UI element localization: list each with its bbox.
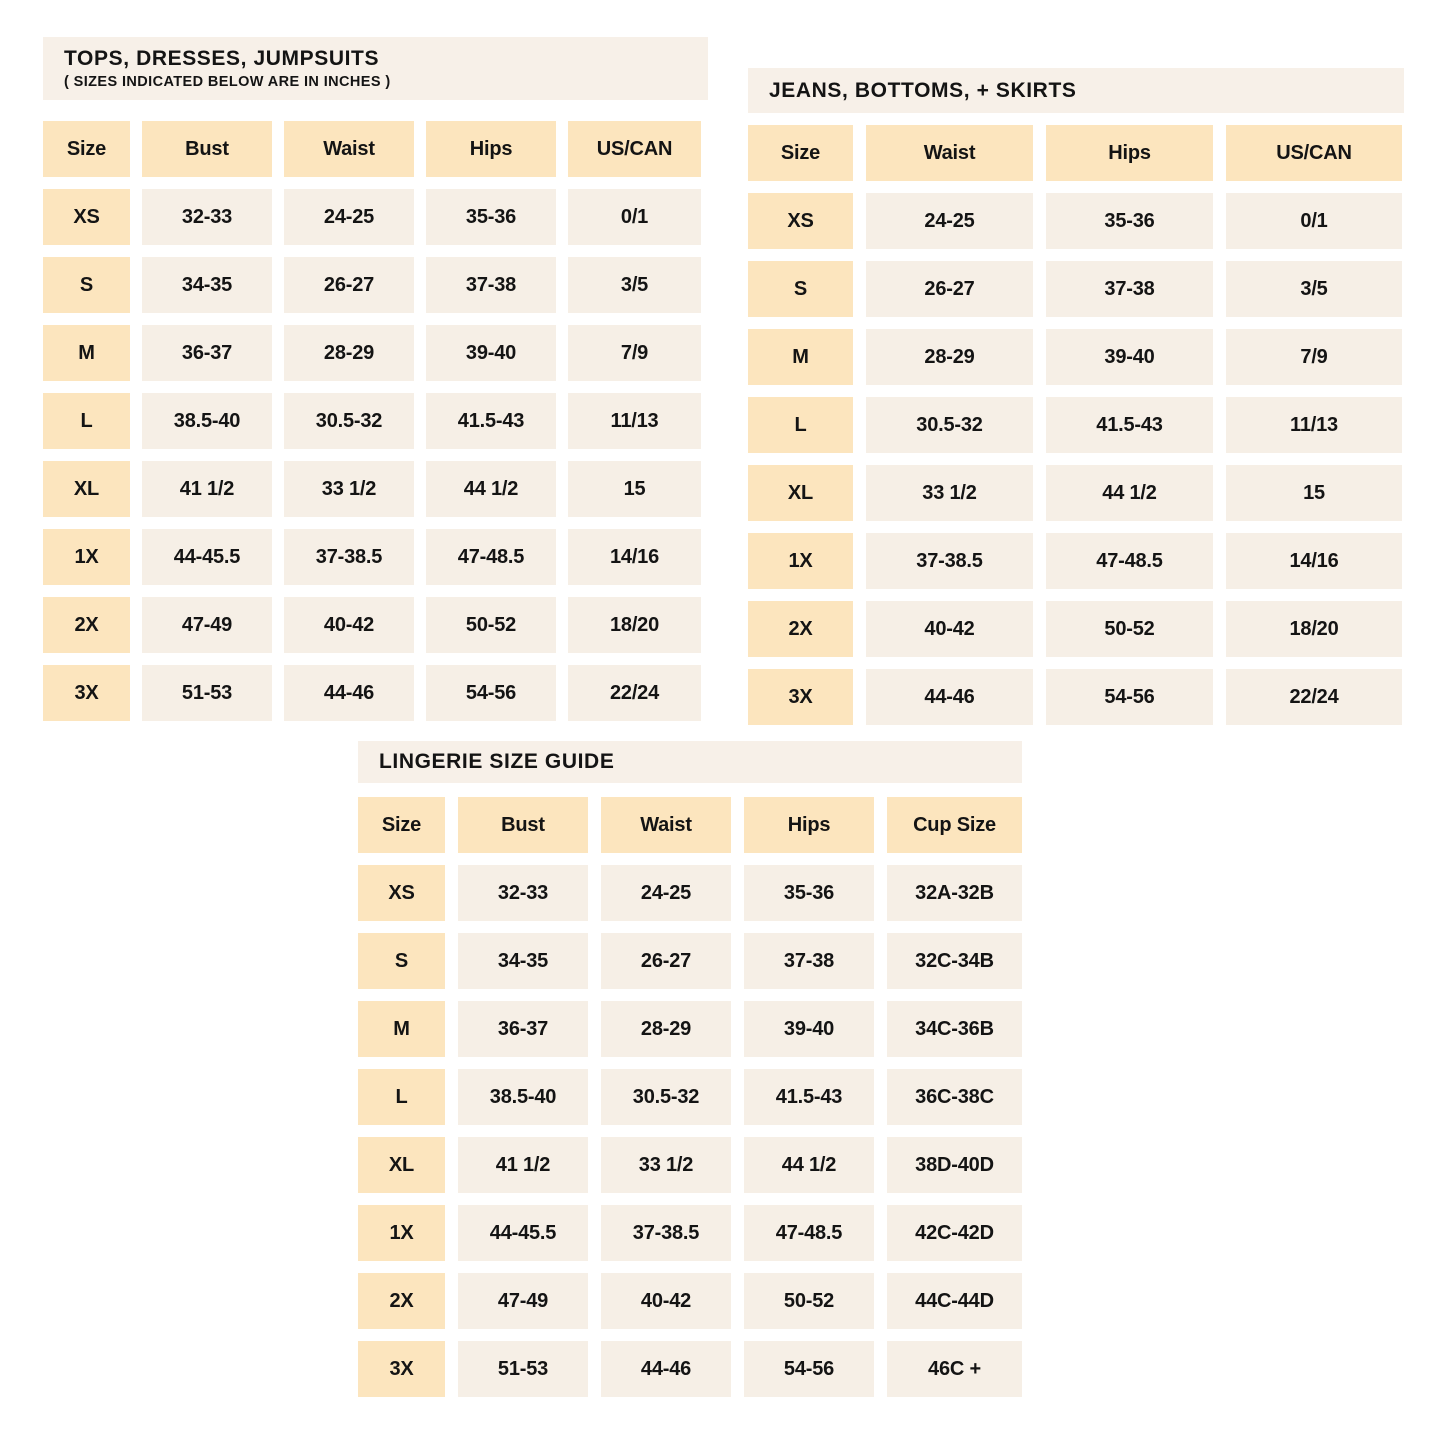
measurement-value-cell: 14/16 [1226,533,1402,589]
measurement-value-cell: 37-38.5 [601,1205,731,1261]
measurement-value-cell: 44 1/2 [426,461,556,517]
measurement-value-cell: 22/24 [568,665,701,721]
measurement-value-cell: 30.5-32 [601,1069,731,1125]
measurement-value-cell: 14/16 [568,529,701,585]
measurement-value-cell: 40-42 [601,1273,731,1329]
measurement-value-cell: 39-40 [426,325,556,381]
measurement-value-cell: 37-38.5 [284,529,414,585]
table-title: JEANS, BOTTOMS, + SKIRTS [769,78,1077,102]
measurement-value-cell: 3/5 [568,257,701,313]
size-label-cell: M [748,329,853,385]
measurement-value-cell: 26-27 [601,933,731,989]
measurement-value-cell: 28-29 [866,329,1033,385]
measurement-value-cell: 32A-32B [887,865,1022,921]
measurement-value-cell: 28-29 [284,325,414,381]
size-label-cell: M [358,1001,445,1057]
size-label-cell: 3X [358,1341,445,1397]
measurement-value-cell: 35-36 [744,865,874,921]
measurement-value-cell: 44 1/2 [1046,465,1213,521]
measurement-value-cell: 15 [568,461,701,517]
measurement-value-cell: 11/13 [1226,397,1402,453]
measurement-value-cell: 51-53 [458,1341,588,1397]
size-label-cell: 3X [43,665,130,721]
size-label-cell: XL [43,461,130,517]
size-label-cell: XL [358,1137,445,1193]
measurement-value-cell: 50-52 [1046,601,1213,657]
measurement-value-cell: 15 [1226,465,1402,521]
measurement-value-cell: 30.5-32 [284,393,414,449]
measurement-value-cell: 7/9 [568,325,701,381]
measurement-value-cell: 0/1 [568,189,701,245]
measurement-value-cell: 33 1/2 [866,465,1033,521]
measurement-value-cell: 11/13 [568,393,701,449]
measurement-value-cell: 40-42 [866,601,1033,657]
measurement-value-cell: 47-49 [142,597,272,653]
measurement-value-cell: 36-37 [458,1001,588,1057]
measurement-value-cell: 35-36 [426,189,556,245]
measurement-value-cell: 44-46 [866,669,1033,725]
size-label-cell: S [748,261,853,317]
lingerie-size-grid [358,797,1022,1397]
column-header-cell: Size [748,125,853,181]
measurement-value-cell: 37-38 [426,257,556,313]
column-header-cell: US/CAN [1226,125,1402,181]
size-label-cell: 2X [748,601,853,657]
size-label-cell: XS [43,189,130,245]
measurement-value-cell: 41.5-43 [744,1069,874,1125]
size-label-cell: S [358,933,445,989]
measurement-value-cell: 44-45.5 [142,529,272,585]
tops-dresses-jumpsuits-table [43,37,708,721]
column-header-cell: Bust [458,797,588,853]
size-label-cell: S [43,257,130,313]
measurement-value-cell: 44-46 [284,665,414,721]
measurement-value-cell: 33 1/2 [284,461,414,517]
size-label-cell: 1X [43,529,130,585]
measurement-value-cell: 36-37 [142,325,272,381]
tops-title-bar [43,37,708,100]
measurement-value-cell: 3/5 [1226,261,1402,317]
measurement-value-cell: 24-25 [284,189,414,245]
measurement-value-cell: 32-33 [142,189,272,245]
measurement-value-cell: 22/24 [1226,669,1402,725]
column-header-cell: Waist [866,125,1033,181]
column-header-cell: Cup Size [887,797,1022,853]
table-title: TOPS, DRESSES, JUMPSUITS [64,47,380,70]
measurement-value-cell: 24-25 [601,865,731,921]
measurement-value-cell: 54-56 [744,1341,874,1397]
measurement-value-cell: 42C-42D [887,1205,1022,1261]
measurement-value-cell: 41 1/2 [458,1137,588,1193]
jeans-size-grid [748,125,1404,725]
size-label-cell: L [748,397,853,453]
measurement-value-cell: 37-38.5 [866,533,1033,589]
measurement-value-cell: 37-38 [744,933,874,989]
size-label-cell: XL [748,465,853,521]
measurement-value-cell: 34C-36B [887,1001,1022,1057]
measurement-value-cell: 35-36 [1046,193,1213,249]
measurement-value-cell: 50-52 [744,1273,874,1329]
lingerie-size-guide-table [358,741,1022,1397]
tops-size-grid [43,121,708,721]
measurement-value-cell: 47-49 [458,1273,588,1329]
measurement-value-cell: 37-38 [1046,261,1213,317]
measurement-value-cell: 26-27 [284,257,414,313]
measurement-value-cell: 33 1/2 [601,1137,731,1193]
table-subtitle: ( SIZES INDICATED BELOW ARE IN INCHES ) [64,74,391,90]
size-label-cell: L [358,1069,445,1125]
measurement-value-cell: 36C-38C [887,1069,1022,1125]
measurement-value-cell: 34-35 [142,257,272,313]
measurement-value-cell: 47-48.5 [744,1205,874,1261]
lingerie-title-bar [358,741,1022,783]
column-header-cell: Hips [744,797,874,853]
measurement-value-cell: 47-48.5 [1046,533,1213,589]
size-label-cell: 3X [748,669,853,725]
measurement-value-cell: 32C-34B [887,933,1022,989]
measurement-value-cell: 54-56 [426,665,556,721]
measurement-value-cell: 47-48.5 [426,529,556,585]
measurement-value-cell: 44-45.5 [458,1205,588,1261]
measurement-value-cell: 26-27 [866,261,1033,317]
measurement-value-cell: 18/20 [568,597,701,653]
measurement-value-cell: 39-40 [744,1001,874,1057]
measurement-value-cell: 41.5-43 [1046,397,1213,453]
measurement-value-cell: 46C + [887,1341,1022,1397]
measurement-value-cell: 39-40 [1046,329,1213,385]
jeans-title-bar [748,68,1404,113]
size-label-cell: 2X [43,597,130,653]
measurement-value-cell: 51-53 [142,665,272,721]
column-header-cell: Hips [426,121,556,177]
measurement-value-cell: 0/1 [1226,193,1402,249]
jeans-bottoms-skirts-table [748,68,1404,725]
measurement-value-cell: 30.5-32 [866,397,1033,453]
measurement-value-cell: 24-25 [866,193,1033,249]
size-label-cell: 1X [748,533,853,589]
size-label-cell: M [43,325,130,381]
measurement-value-cell: 38.5-40 [458,1069,588,1125]
size-label-cell: L [43,393,130,449]
measurement-value-cell: 40-42 [284,597,414,653]
column-header-cell: Waist [601,797,731,853]
size-label-cell: XS [358,865,445,921]
measurement-value-cell: 7/9 [1226,329,1402,385]
measurement-value-cell: 41 1/2 [142,461,272,517]
column-header-cell: US/CAN [568,121,701,177]
size-label-cell: XS [748,193,853,249]
measurement-value-cell: 38D-40D [887,1137,1022,1193]
measurement-value-cell: 28-29 [601,1001,731,1057]
measurement-value-cell: 44-46 [601,1341,731,1397]
column-header-cell: Bust [142,121,272,177]
measurement-value-cell: 50-52 [426,597,556,653]
column-header-cell: Waist [284,121,414,177]
size-label-cell: 1X [358,1205,445,1261]
table-title: LINGERIE SIZE GUIDE [379,750,615,773]
measurement-value-cell: 32-33 [458,865,588,921]
column-header-cell: Hips [1046,125,1213,181]
measurement-value-cell: 41.5-43 [426,393,556,449]
column-header-cell: Size [43,121,130,177]
column-header-cell: Size [358,797,445,853]
measurement-value-cell: 44C-44D [887,1273,1022,1329]
measurement-value-cell: 44 1/2 [744,1137,874,1193]
measurement-value-cell: 54-56 [1046,669,1213,725]
size-label-cell: 2X [358,1273,445,1329]
measurement-value-cell: 18/20 [1226,601,1402,657]
measurement-value-cell: 34-35 [458,933,588,989]
measurement-value-cell: 38.5-40 [142,393,272,449]
